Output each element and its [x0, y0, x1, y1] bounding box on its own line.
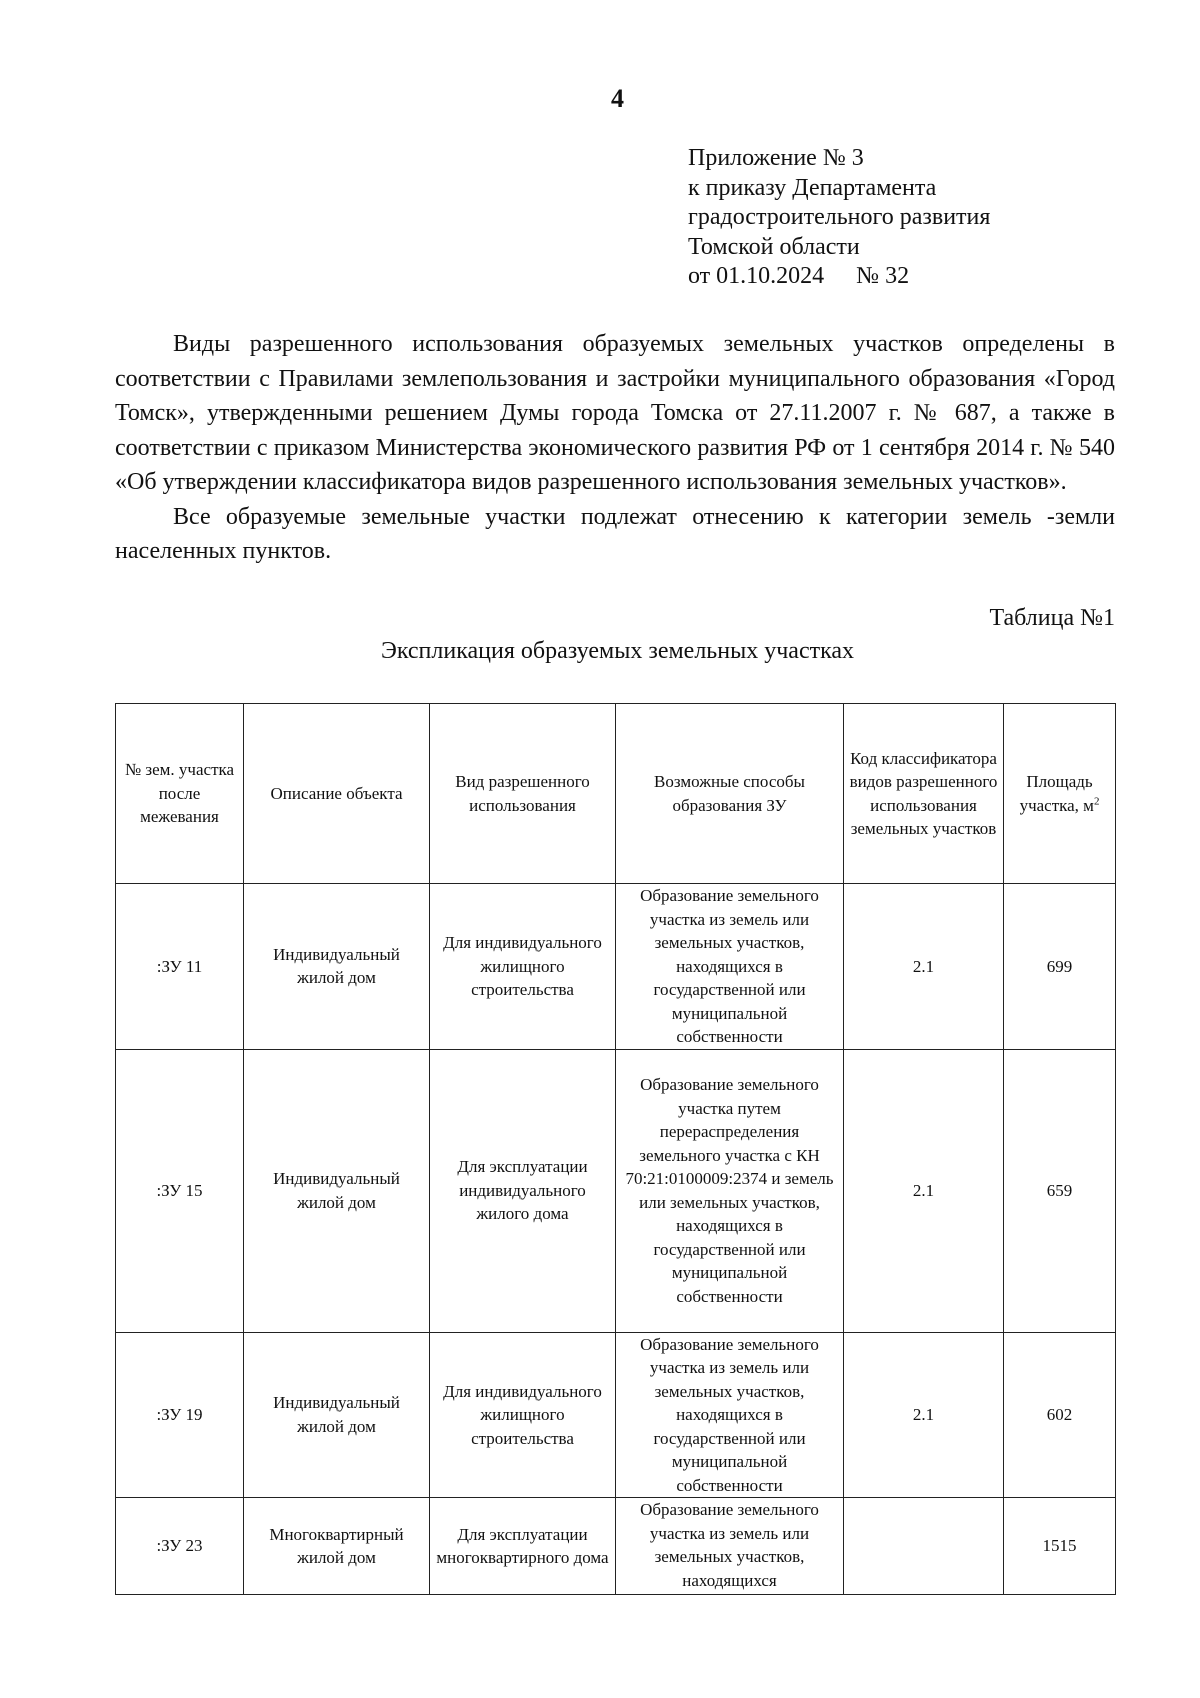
cell-description: Индивидуальный жилой дом — [244, 1049, 430, 1332]
header-classifier-code: Код классификатора видов разрешенного использования земельных участков — [844, 704, 1004, 884]
header-area-sup: 2 — [1093, 794, 1100, 807]
cell-plot-number: :ЗУ 15 — [116, 1049, 244, 1332]
cell-description: Многоквартирный жилой дом — [244, 1498, 430, 1595]
cell-description: Индивидуальный жилой дом — [244, 1332, 430, 1498]
cell-area: 602 — [1004, 1332, 1116, 1498]
cell-formation-method — [616, 1498, 844, 1595]
table-title: Экспликация образуемых земельных участках — [380, 638, 855, 664]
appendix-line-2: к приказу Департамента — [688, 174, 937, 201]
table-row — [116, 1049, 1116, 1332]
table-row — [116, 884, 1116, 1050]
appendix-line-4: Томской области — [688, 233, 860, 260]
cell-formation-method: Образование земельного участка путем перераспределения земельного участка с КН 70:21:0100009:2374 и земель или земельных участков, находящихся в государственной или муниципальной собственности — [616, 1049, 844, 1332]
paragraph-1: Виды разрешенного использования образуемых земельных участков определены в соответствии с Правилами землепользования и застройки муниципального образования «Город Томск», утвержденными решением Думы города Томска от 27.11.2007 г. № 687, а также в соответствии с приказом Министерства экономического развития РФ от 1 сентября 2014 г. № 540 «Об утверждении классификатора видов разрешенного использования земельных участков». — [115, 331, 1115, 495]
table-row — [116, 1332, 1116, 1498]
table-row — [116, 1498, 1116, 1595]
header-area-label: Площадь участка, м — [1019, 772, 1094, 815]
cell-plot-number: :ЗУ 11 — [116, 884, 244, 1050]
cell-formation-method: Образование земельного участка из земель или земельных участков, находящихся в государственной или муниципальной собственности — [616, 1332, 844, 1498]
cell-permitted-use: Для эксплуатации многоквартирного дома — [430, 1498, 616, 1595]
cell-classifier-code: 2.1 — [844, 1049, 1004, 1332]
cell-formation-method: Образование земельного участка из земель или земельных участков, находящихся в государственной или муниципальной собственности — [616, 884, 844, 1050]
cell-permitted-use: Для эксплуатации индивидуального жилого дома — [430, 1049, 616, 1332]
cell-classifier-code: 2.1 — [844, 1332, 1004, 1498]
cell-plot-number: :ЗУ 19 — [116, 1332, 244, 1498]
header-plot-number: № зем. участка после межевания — [116, 704, 244, 884]
order-date: от 01.10.2024 — [688, 263, 825, 289]
cell-description: Индивидуальный жилой дом — [244, 884, 430, 1050]
appendix-line-3: градостроительного развития — [688, 204, 991, 230]
appendix-header — [688, 144, 990, 292]
cell-area: 659 — [1004, 1049, 1116, 1332]
cell-permitted-use: Для индивидуального жилищного строительства — [430, 1332, 616, 1498]
appendix-line-1: Приложение № 3 — [688, 145, 864, 171]
cell-area: 1515 — [1004, 1498, 1116, 1595]
header-area — [1004, 704, 1116, 884]
cell-area: 699 — [1004, 884, 1116, 1050]
order-number: № 32 — [856, 263, 910, 289]
cell-plot-number: :ЗУ 23 — [116, 1498, 244, 1595]
table-label: Таблица №1 — [989, 605, 1115, 631]
body-text — [115, 327, 1115, 569]
cell-formation-method-text: Образование земельного участка из земель или земельных участков, находящихся — [640, 1500, 819, 1590]
page-number: 4 — [611, 84, 624, 113]
header-formation-method: Возможные способы образования ЗУ — [616, 704, 844, 884]
header-description: Описание объекта — [244, 704, 430, 884]
paragraph-2: Все образуемые земельные участки подлежат отнесению к категории земель -земли населенных пунктов. — [115, 503, 1115, 564]
cell-classifier-code — [844, 1498, 1004, 1595]
cell-permitted-use: Для индивидуального жилищного строительства — [430, 884, 616, 1050]
cell-classifier-code: 2.1 — [844, 884, 1004, 1050]
appendix-date-line — [688, 262, 990, 292]
table-header-row — [116, 704, 1116, 884]
header-permitted-use: Вид разрешенного использования — [430, 704, 616, 884]
explication-table — [115, 703, 1116, 1595]
